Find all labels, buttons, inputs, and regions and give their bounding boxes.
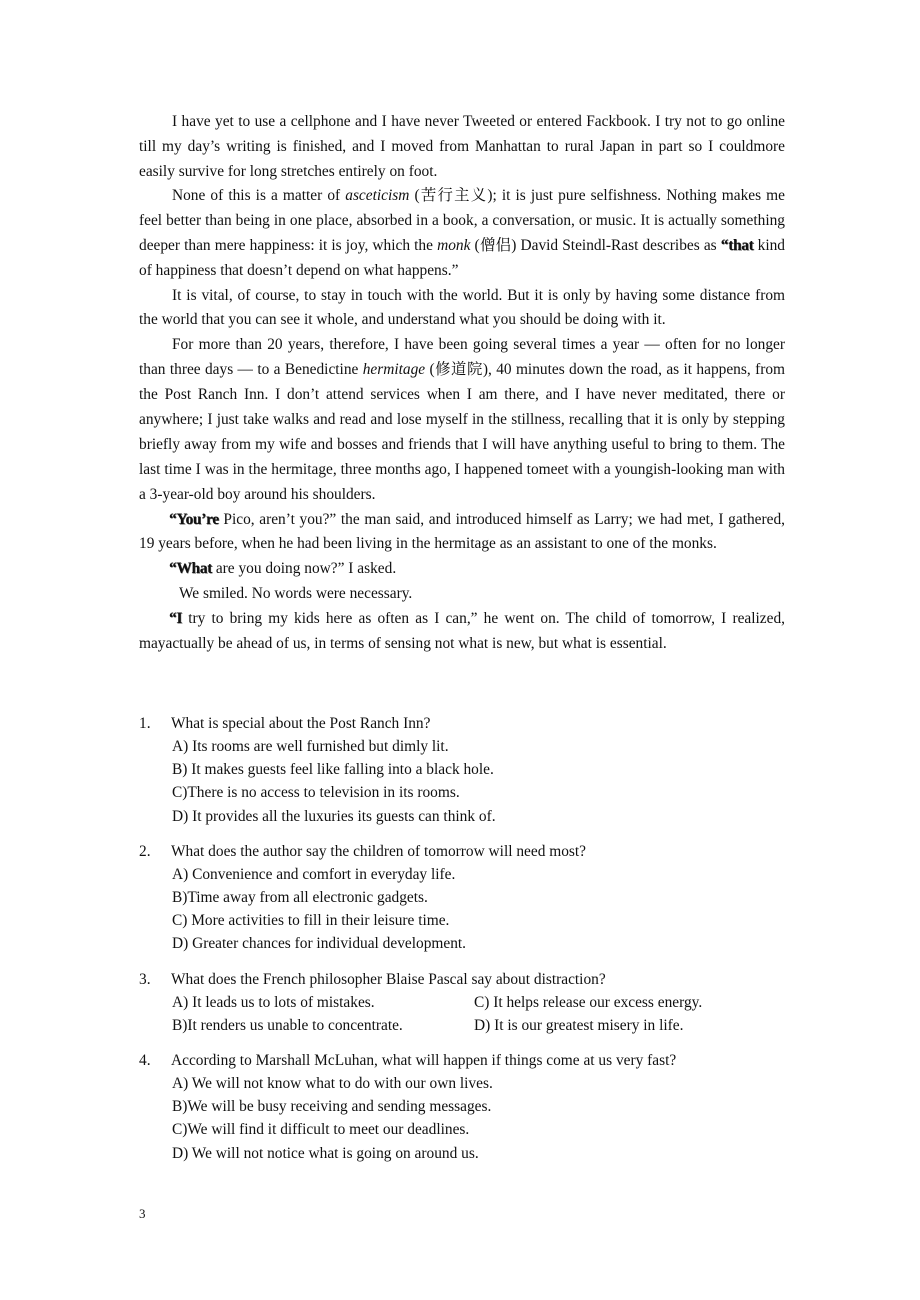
- question-number: 4.: [139, 1052, 151, 1070]
- option-c[interactable]: C) It helps release our excess energy.: [474, 993, 703, 1011]
- question-4: [139, 1049, 785, 1165]
- option-c[interactable]: C)We will find it difficult to meet our deadlines.: [172, 1121, 470, 1139]
- quote-open: “You’re: [169, 510, 219, 528]
- passage-paragraph: “I try to bring my kids here as often as I can,” he went on. The child of tomorrow, I realized, mayactually be ahead of us, in terms of sensing not what is new, but what is essential.: [139, 609, 785, 652]
- passage-paragraph: “You’re Pico, aren’t you?” the man said, and introduced himself as Larry; we had met, I gathered, 19 years before, when he had been living in the hermitage as an assistant to one of the monks.: [139, 510, 785, 553]
- italic-term: asceticism: [345, 187, 410, 205]
- question-number: 2.: [139, 842, 151, 860]
- italic-term: hermitage: [362, 361, 426, 379]
- option-a[interactable]: A) Convenience and comfort in everyday life.: [172, 865, 456, 883]
- passage-paragraph: For more than 20 years, therefore, I have been going several times a year — often for no longer than three days — to a Benedictine hermitage (修道院), 40 minutes down the road, as it happens, from the Post Ranch Inn. I don’t attend services when I am there, and I have never meditated, there or anywhere; I just take walks and read and lose myself in the stillness, recalling that it is only by stepping briefly away from my wife and bosses and friends that I will have anything useful to bring to them. The last time I was in the hermitage, three months ago, I happened tomeet with a youngish-looking man with a 3-year-old boy around his shoulders.: [139, 336, 785, 503]
- quote-open: “What: [169, 560, 212, 578]
- question-stem: According to Marshall McLuhan, what will happen if things come at us very fast?: [171, 1052, 677, 1070]
- question-2: [139, 840, 785, 956]
- quote-open: “that: [720, 236, 754, 254]
- option-b[interactable]: B) It makes guests feel like falling into a black hole.: [172, 761, 494, 779]
- passage-paragraph: None of this is a matter of asceticism (苦行主义); it is just pure selfishness. Nothing makes me feel better than being in one place, absorbed in a book, a conversation, or music. It is actually something deeper than mere happiness: it is joy, which the monk (僧侣) David Steindl-Rast describes as “that kind of happiness that doesn’t depend on what happens.”: [139, 187, 785, 279]
- question-number: 3.: [139, 970, 151, 988]
- option-b[interactable]: B)Time away from all electronic gadgets.: [172, 889, 428, 907]
- page-number: 3: [139, 1206, 146, 1221]
- question-stem: What is special about the Post Ranch Inn?: [171, 715, 431, 732]
- question-number: 1.: [139, 715, 151, 732]
- passage-paragraph: “What are you doing now?” I asked.: [169, 560, 397, 578]
- option-c[interactable]: C)There is no access to television in its rooms.: [172, 784, 460, 802]
- option-d[interactable]: D) We will not notice what is going on around us.: [172, 1144, 479, 1162]
- italic-term: monk: [437, 236, 471, 254]
- passage-paragraph: It is vital, of course, to stay in touch with the world. But it is only by having some distance from the world that you can see it whole, and understand what you should be doing with it.: [139, 286, 785, 329]
- option-a[interactable]: A) We will not know what to do with our own lives.: [172, 1075, 493, 1093]
- option-c[interactable]: C) More activities to fill in their leisure time.: [172, 912, 450, 930]
- passage-paragraph: I have yet to use a cellphone and I have never Tweeted or entered Fackbook. I try not to go online till my day’s writing is finished, and I moved from Manhattan to rural Japan in part so I couldmore easily survive for long stretches entirely on foot.: [139, 113, 785, 180]
- question-stem: What does the author say the children of tomorrow will need most?: [171, 842, 587, 860]
- question-list: [139, 712, 785, 1177]
- option-d[interactable]: D) It provides all the luxuries its guests can think of.: [172, 807, 496, 825]
- option-d[interactable]: D) It is our greatest misery in life.: [474, 1016, 684, 1034]
- option-d[interactable]: D) Greater chances for individual development.: [172, 935, 467, 953]
- option-b[interactable]: B)We will be busy receiving and sending messages.: [172, 1098, 492, 1116]
- passage-paragraph: We smiled. No words were necessary.: [179, 584, 413, 602]
- quote-open: “I: [169, 609, 183, 627]
- option-a[interactable]: A) Its rooms are well furnished but dimly lit.: [172, 738, 449, 755]
- question-stem: What does the French philosopher Blaise Pascal say about distraction?: [171, 970, 606, 988]
- question-3: [139, 968, 785, 1037]
- reading-passage: [139, 110, 785, 656]
- option-a[interactable]: A) It leads us to lots of mistakes.: [172, 993, 375, 1011]
- question-1: [139, 712, 785, 828]
- option-b[interactable]: B)It renders us unable to concentrate.: [172, 1016, 403, 1034]
